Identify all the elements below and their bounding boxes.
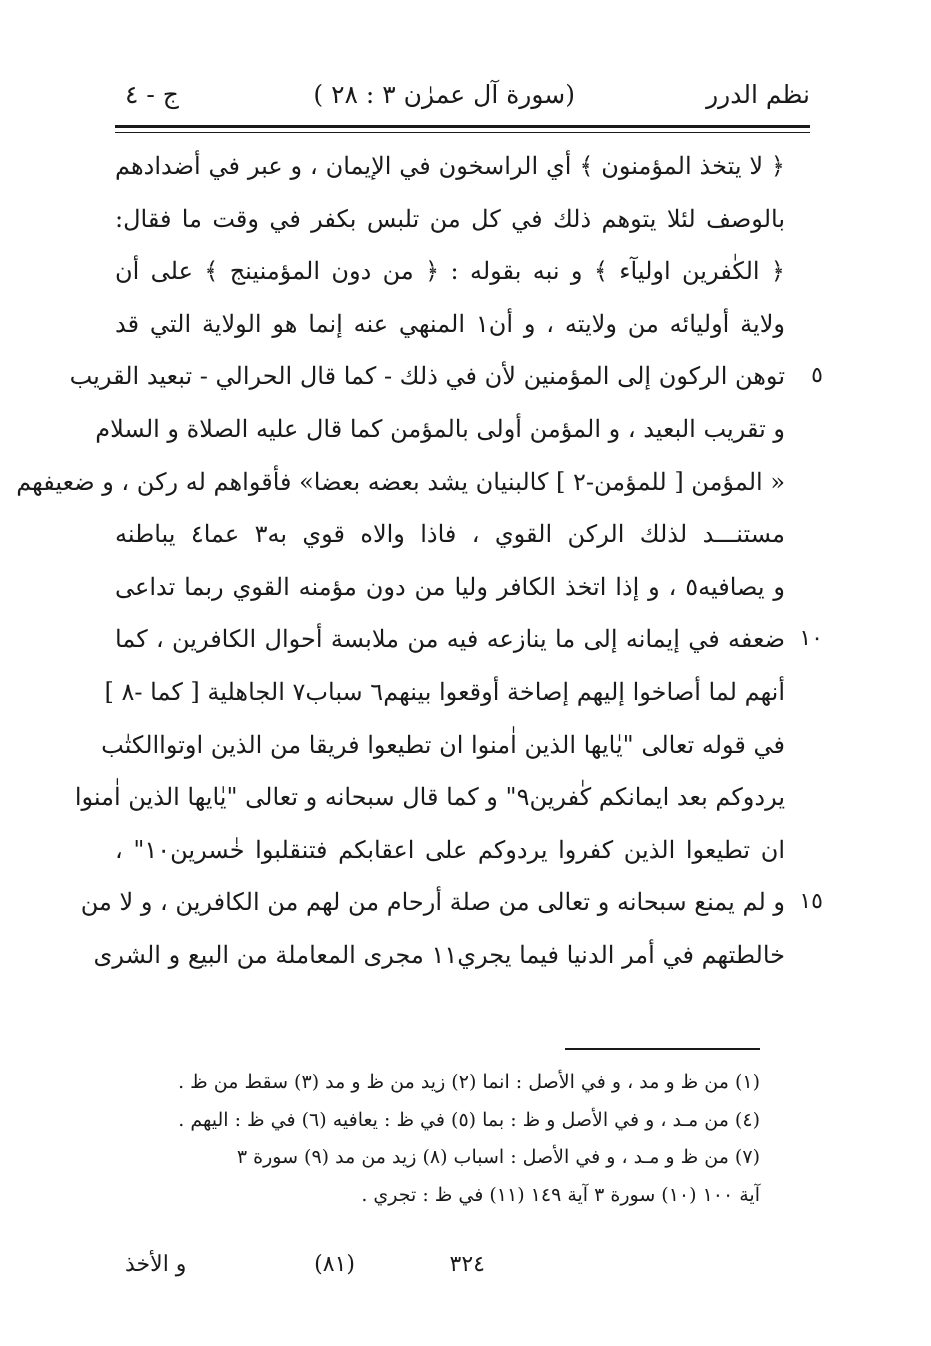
- text-line: [115, 561, 785, 614]
- text-line: [115, 140, 785, 193]
- part-number: ج - ٤: [125, 80, 179, 109]
- line-text: ﴿ الكٰفرين اوليآء ﴾ و نبه بقوله : ﴿ من دون المؤمنينج ﴾ على أن: [115, 257, 785, 286]
- text-line: [115, 824, 785, 877]
- running-header: [115, 70, 810, 118]
- header-rule-thick: [115, 125, 810, 128]
- text-line: [115, 245, 785, 298]
- line-text: ان تطيعوا الذين كفروا يردوكم على اعقابكم فتنقلبوا خٰسرين١٠" ،: [115, 835, 785, 864]
- main-text: [16, 140, 823, 982]
- line-number: ١٠: [799, 626, 823, 652]
- text-line: [115, 298, 785, 351]
- header-rule-thin: [115, 132, 810, 133]
- sura-reference: (سورة آل عمرٰن ٣ : ٢٨ ): [313, 80, 575, 109]
- book-title: نظم الدرر: [706, 80, 810, 109]
- footnotes: [115, 1064, 760, 1214]
- catchword: و الأخذ: [125, 1252, 187, 1277]
- text-line: [93, 929, 785, 982]
- footnote-line: (١) من ظ و مد ، و في الأصل : انما (٢) زيد من ظ و مد (٣) سقط من ظ .: [178, 1071, 760, 1093]
- footnote-separator: [565, 1048, 760, 1050]
- page-footer: [115, 1252, 760, 1292]
- line-text: مستنـــد لذلك الركن القوي ، فاذا والاه قوي به٣ عما٤ يباطنه: [115, 520, 786, 549]
- text-line: [115, 193, 785, 246]
- text-line: [69, 350, 823, 403]
- text-line: [16, 456, 785, 509]
- text-line: [95, 403, 785, 456]
- text-line: [115, 508, 785, 561]
- line-text: و يصافيه٥ ، و إذا اتخذ الكافر وليا من دون مؤمنه القوي ربما تداعى: [115, 572, 786, 601]
- line-text: خالطتهم في أمر الدنيا فيما يجري١١ مجرى المعاملة من البيع و الشرى: [93, 940, 785, 969]
- page-number: ٣٢٤: [449, 1252, 485, 1277]
- text-line: [74, 771, 785, 824]
- line-number: ٥: [811, 363, 823, 389]
- line-number: ١٥: [799, 889, 823, 915]
- text-line: [80, 876, 823, 929]
- line-text: في قوله تعالى "يٰايها الذين اٰمنوا ان تطيعوا فريقا من الذين اوتواالكتٰب: [101, 730, 785, 759]
- line-text: بالوصف لئلا يتوهم ذلك في كل من تلبس بكفر في وقت ما فقال:: [115, 204, 785, 233]
- line-text: توهن الركون إلى المؤمنين لأن في ذلك - كما قال الحرالي - تبعيد القريب: [69, 362, 785, 391]
- footnote-line: آية ١٠٠ (١٠) سورة ٣ آية ١٤٩ (١١) في ظ : تجري .: [361, 1183, 760, 1206]
- line-text: ولاية أوليائه من ولايته ، و أن١ المنهي عنه إنما هو الولاية التي قد: [115, 309, 786, 338]
- line-text: و تقريب البعيد ، و المؤمن أولى بالمؤمن كما قال عليه الصلاة و السلام: [95, 414, 785, 443]
- text-line: [101, 719, 785, 772]
- line-text: ضعفه في إيمانه إلى ما ينازعه فيه من ملابسة أحوال الكافرين ، كما: [115, 625, 785, 654]
- line-text: و لم يمنع سبحانه و تعالى من صلة أرحام من لهم من الكافرين ، و لا من: [80, 888, 785, 917]
- line-text: أنهم لما أصاخوا إليهم إصاخة أوقعوا بينهم٦ سباب٧ الجاهلية [ كما -٨ ]: [104, 677, 785, 706]
- print-signature: (٨١): [314, 1252, 355, 1277]
- text-line: [104, 666, 785, 719]
- line-text: يردوكم بعد ايمانكم كٰفرين٩" و كما قال سبحانه و تعالى "يٰايها الذين اٰمنوا: [74, 783, 785, 812]
- line-text: ﴿ لا يتخذ المؤمنون ﴾ أي الراسخون في الإيمان ، و عبر في أضدادهم: [115, 152, 785, 180]
- footnote-line: (٧) من ظ و مـد ، و في الأصل : اسباب (٨) زيد من مد (٩) سورة ٣: [236, 1146, 760, 1168]
- footnote-line: (٤) من مـد ، و في الأصل و ظ : بما (٥) في ظ : يعافيه (٦) في ظ : اليهم .: [178, 1108, 760, 1131]
- text-line: [115, 613, 823, 666]
- line-text: « المؤمن [ للمؤمن-٢ ] كالبنيان يشد بعضه بعضا» فأقواهم له ركن ، و ضعيفهم: [16, 467, 785, 496]
